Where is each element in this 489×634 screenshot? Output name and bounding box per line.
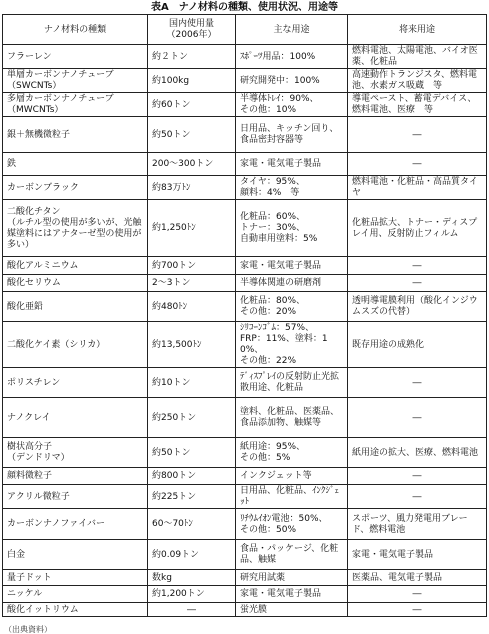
cell-future: 化粧品拡大、トナー・ディスプレイ用、反射防止フィルム (348, 200, 487, 257)
cell-material: 二酸化チタン （ルチル型の使用が多いが、光触媒塗料にはアナターゼ型の使用が多い） (3, 200, 148, 257)
cell-volume: 約1,250ﾄﾝ (148, 200, 236, 257)
cell-volume: 約250トン (148, 398, 236, 438)
cell-future: ― (348, 257, 487, 275)
cell-volume: 200～300トン (148, 153, 236, 176)
table-row (3, 45, 487, 69)
cell-material: ニッケル (3, 586, 148, 603)
table-row (3, 570, 487, 586)
cell-uses: ﾃﾞｨｽﾌﾟﾚｲの反射防止光拡散用途、化粧品 (236, 368, 348, 398)
cell-material: 樹状高分子 （デンドリマ） (3, 438, 148, 468)
cell-material: カーボンブラック (3, 176, 148, 200)
table-row (3, 117, 487, 153)
cell-uses: 家電・電気電子製品 (236, 257, 348, 275)
cell-future: 家電・電気電子製品 (348, 540, 487, 570)
cell-material: 酸化イットリウム (3, 603, 148, 617)
cell-future: ― (348, 117, 487, 153)
cell-uses: タイヤ：95%、 顔料：4% 等 (236, 176, 348, 200)
cell-volume: 約13,500ﾄﾝ (148, 322, 236, 368)
cell-volume: 約225トン (148, 485, 236, 509)
cell-volume: 約480ﾄﾝ (148, 292, 236, 322)
cell-uses: ﾘﾁｳﾑｲｵﾝ電池：50%、 その他：50% (236, 509, 348, 540)
table-row (3, 69, 487, 93)
cell-uses: 家電・電気電子製品 (236, 153, 348, 176)
cell-uses: 蛍光膜 (236, 603, 348, 617)
cell-future: 燃料電池・化粧品・高品質タイヤ (348, 176, 487, 200)
cell-future: 高速動作トランジスタ、燃料電池、水素ガス吸蔵 等 (348, 69, 487, 93)
cell-volume: 約83万ﾄﾝ (148, 176, 236, 200)
cell-uses: 半導体ﾄﾚｲ：90%、 その他：10% (236, 93, 348, 117)
header-material: ナノ材料の種類 (3, 15, 148, 45)
cell-uses: 塗料、化粧品、医薬品、食品添加物、触媒等 (236, 398, 348, 438)
cell-future: 透明導電膜利用（酸化インジウムスズの代替） (348, 292, 487, 322)
cell-uses: 半導体関連の研磨剤 (236, 275, 348, 292)
cell-volume: ― (148, 603, 236, 617)
cell-material: 多層カーボンナノチューブ （MWCNTs） (3, 93, 148, 117)
nanomaterials-table (2, 14, 487, 617)
cell-volume: 数kg (148, 570, 236, 586)
cell-uses: 日用品、化粧品、ｲﾝｸｼﾞｪｯﾄ (236, 485, 348, 509)
cell-future: ― (348, 468, 487, 485)
cell-future: ― (348, 603, 487, 617)
cell-uses: インクジェット等 (236, 468, 348, 485)
cell-volume: 約800トン (148, 468, 236, 485)
cell-volume: 約0.09トン (148, 540, 236, 570)
table-row (3, 93, 487, 117)
cell-volume: 約700トン (148, 257, 236, 275)
cell-volume: 約50トン (148, 117, 236, 153)
cell-uses: 化粧品：60%、 トナー：30%、 自動車用塗料：5% (236, 200, 348, 257)
table-row (3, 153, 487, 176)
cell-uses: 研究開発中：100% (236, 69, 348, 93)
cell-uses: ｽﾎﾟｰﾂ用品：100% (236, 45, 348, 69)
table-row (3, 368, 487, 398)
cell-material: ポリスチレン (3, 368, 148, 398)
header-volume: 国内使用量 （2006年） (148, 15, 236, 45)
table-row (3, 257, 487, 275)
cell-material: 鉄 (3, 153, 148, 176)
cell-material: アクリル微粒子 (3, 485, 148, 509)
cell-volume: 2～3トン (148, 275, 236, 292)
cell-material: フラーレン (3, 45, 148, 69)
table-row (3, 275, 487, 292)
cell-volume: 約50トン (148, 438, 236, 468)
table-row (3, 398, 487, 438)
cell-future: 導電ペースト、蓄電デバイス、燃料電池、医療 等 (348, 93, 487, 117)
table-body (3, 45, 487, 617)
cell-future: 燃料電池、太陽電池、バイオ医薬、化粧品 (348, 45, 487, 69)
footnote: （出典資料） (4, 625, 52, 634)
cell-material: 単層カーボンナノチューブ （SWCNTs） (3, 69, 148, 93)
table-row (3, 509, 487, 540)
cell-future: 医薬品、電気電子製品 (348, 570, 487, 586)
table-row (3, 468, 487, 485)
cell-material: 二酸化ケイ素（シリカ） (3, 322, 148, 368)
table-header-row (3, 15, 487, 45)
cell-material: 白金 (3, 540, 148, 570)
table-row (3, 322, 487, 368)
cell-uses: ｼﾘｺｰﾝｺﾞﾑ：57%、 FRP：11%、塗料：10%、 その他：22% (236, 322, 348, 368)
cell-volume: 約10トン (148, 368, 236, 398)
table-row (3, 438, 487, 468)
cell-volume: 約60トン (148, 93, 236, 117)
table-row (3, 292, 487, 322)
cell-uses: 食品・パッケージ、化粧品、触媒 (236, 540, 348, 570)
cell-volume: 約２トン (148, 45, 236, 69)
cell-volume: 60～70ﾄﾝ (148, 509, 236, 540)
header-uses: 主な用途 (236, 15, 348, 45)
cell-uses: 化粧品：80%、 その他：20% (236, 292, 348, 322)
table-row (3, 540, 487, 570)
cell-future: 既存用途の成熟化 (348, 322, 487, 368)
cell-future: ― (348, 153, 487, 176)
cell-volume: 約100kg (148, 69, 236, 93)
cell-future: ― (348, 485, 487, 509)
cell-material: 酸化亜鉛 (3, 292, 148, 322)
cell-material: 酸化アルミニウム (3, 257, 148, 275)
cell-future: ― (348, 586, 487, 603)
cell-future: スポーツ、風力発電用ブレード、燃料電池 (348, 509, 487, 540)
table-row (3, 485, 487, 509)
cell-material: 顔料微粒子 (3, 468, 148, 485)
table-row (3, 176, 487, 200)
cell-material: 量子ドット (3, 570, 148, 586)
cell-material: 酸化セリウム (3, 275, 148, 292)
cell-material: ナノクレイ (3, 398, 148, 438)
cell-future: ― (348, 275, 487, 292)
table-row (3, 603, 487, 617)
table-row (3, 586, 487, 603)
table-row (3, 200, 487, 257)
cell-volume: 約1,200トン (148, 586, 236, 603)
cell-future: ― (348, 398, 487, 438)
cell-future: 紙用途の拡大、医療、燃料電池 (348, 438, 487, 468)
cell-uses: 研究用試薬 (236, 570, 348, 586)
cell-future: ― (348, 368, 487, 398)
cell-uses: 日用品、キッチン回り、食品密封容器等 (236, 117, 348, 153)
table-title: 表A ナノ材料の種類、使用状況、用途等 (150, 2, 339, 13)
cell-material: 銀＋無機微粒子 (3, 117, 148, 153)
cell-material: カーボンナノファイバー (3, 509, 148, 540)
header-future: 将来用途 (348, 15, 487, 45)
cell-uses: 家電・電気電子製品 (236, 586, 348, 603)
cell-uses: 紙用途：95%、 その他：5% (236, 438, 348, 468)
